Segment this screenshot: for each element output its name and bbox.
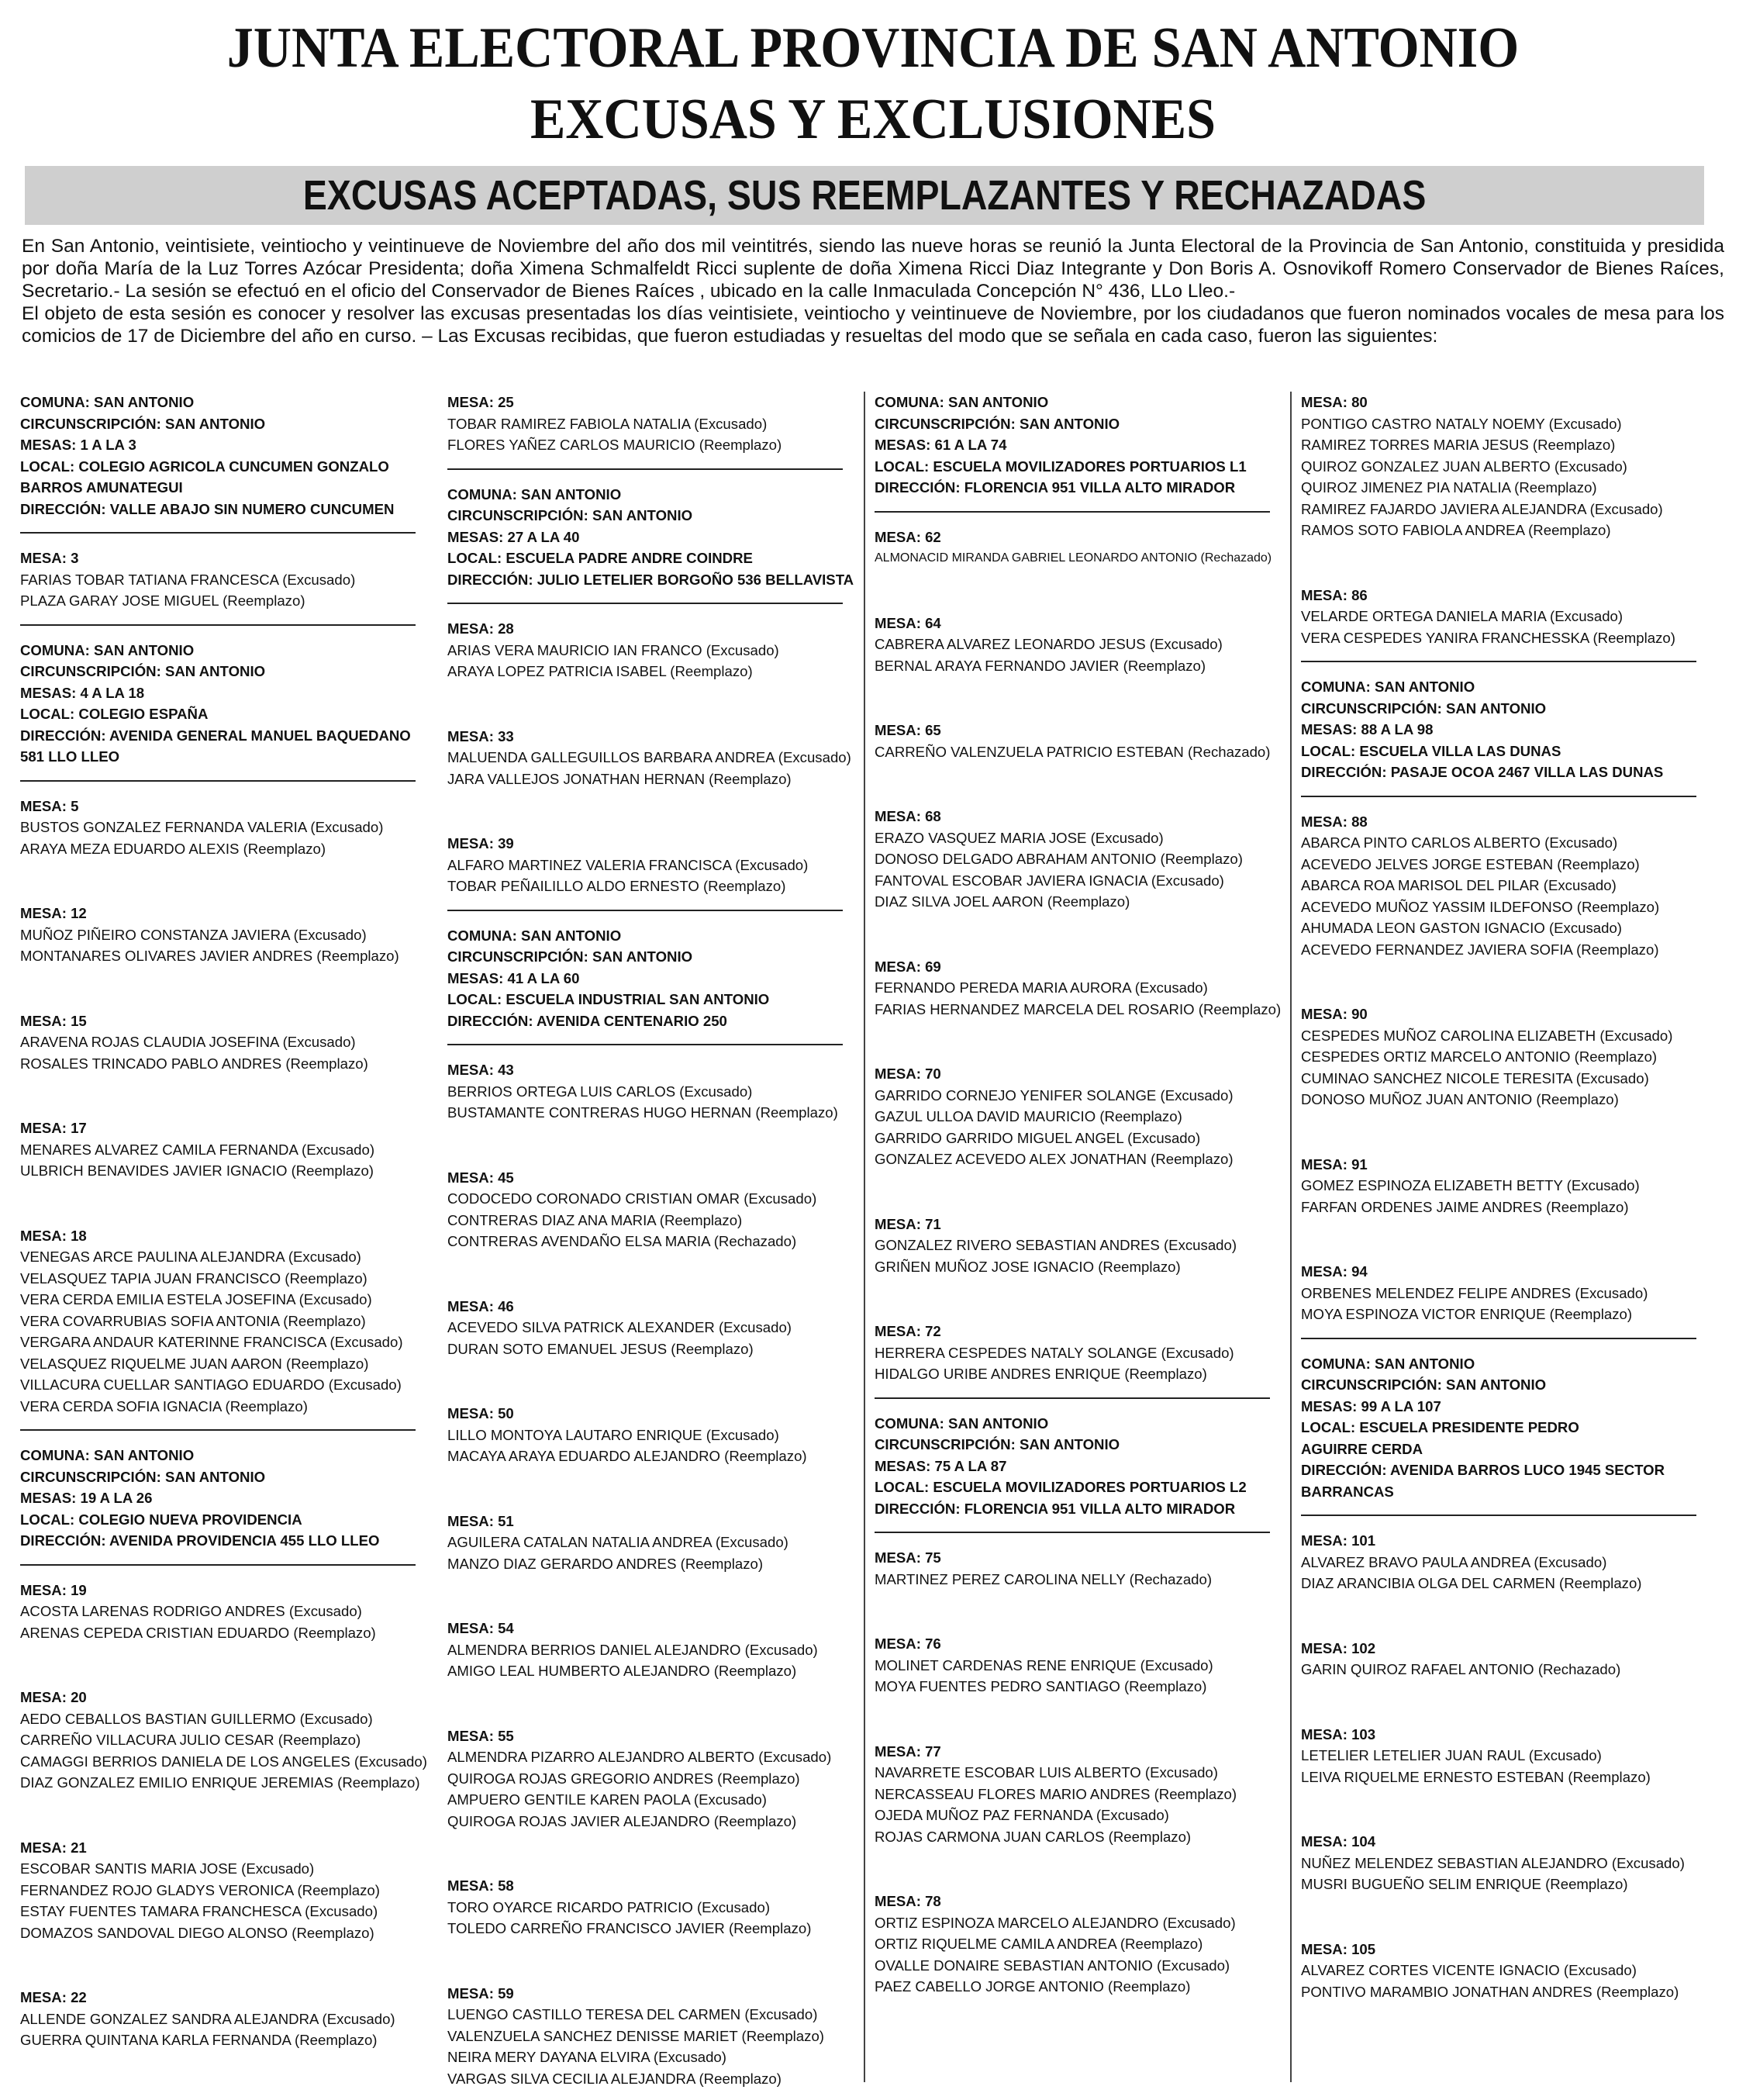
person-entry: CARREÑO VALENZUELA PATRICIO ESTEBAN (Rechazado) bbox=[875, 743, 1271, 760]
person-entry: BERNAL ARAYA FERNANDO JAVIER (Reemplazo) bbox=[875, 657, 1206, 674]
person-entry: DOMAZOS SANDOVAL DIEGO ALONSO (Reemplazo) bbox=[20, 1924, 374, 1941]
person-entry: ALMENDRA PIZARRO ALEJANDRO ALBERTO (Excusado) bbox=[447, 1749, 832, 1765]
person-entry: GONZALEZ ACEVEDO ALEX JONATHAN (Reemplazo) bbox=[875, 1151, 1234, 1167]
intro-text bbox=[22, 235, 1724, 347]
local-info-line: COMUNA: SAN ANTONIO bbox=[447, 927, 622, 944]
person-entry: GONZALEZ RIVERO SEBASTIAN ANDRES (Excusado) bbox=[875, 1237, 1237, 1253]
mesa-heading: MESA: 55 bbox=[447, 1727, 514, 1744]
column-3 bbox=[875, 392, 1282, 1998]
mesa-heading: MESA: 94 bbox=[1301, 1263, 1368, 1280]
local-info-line: DIRECCIÓN: JULIO LETELIER BORGOÑO 536 BELLAVISTA bbox=[447, 571, 854, 588]
mesa-heading: MESA: 104 bbox=[1301, 1833, 1376, 1850]
person-entry: PLAZA GARAY JOSE MIGUEL (Reemplazo) bbox=[20, 592, 305, 609]
mesa-heading: MESA: 91 bbox=[1301, 1155, 1368, 1173]
mesa-heading: MESA: 102 bbox=[1301, 1639, 1376, 1656]
mesa-heading: MESA: 25 bbox=[447, 394, 514, 410]
local-info-line: DIRECCIÓN: AVENIDA BARROS LUCO 1945 SECTOR bbox=[1301, 1462, 1665, 1478]
column-1 bbox=[20, 392, 427, 2051]
person-entry: CONTRERAS DIAZ ANA MARIA (Reemplazo) bbox=[447, 1211, 743, 1228]
local-info-line: COMUNA: SAN ANTONIO bbox=[875, 394, 1049, 410]
mesa-heading: MESA: 3 bbox=[20, 550, 79, 566]
mesa-heading: MESA: 39 bbox=[447, 835, 514, 851]
local-info-line: LOCAL: COLEGIO AGRICOLA CUNCUMEN GONZALO bbox=[20, 458, 389, 475]
person-entry: TORO OYARCE RICARDO PATRICIO (Excusado) bbox=[447, 1898, 771, 1915]
person-entry: ACOSTA LARENAS RODRIGO ANDRES (Excusado) bbox=[20, 1603, 362, 1619]
person-entry: ARENAS CEPEDA CRISTIAN EDUARDO (Reemplazo) bbox=[20, 1624, 376, 1641]
person-entry: FERNANDO PEREDA MARIA AURORA (Excusado) bbox=[875, 979, 1208, 996]
person-entry: PONTIVO MARAMBIO JONATHAN ANDRES (Reemplazo) bbox=[1301, 1983, 1679, 2000]
person-entry: MARTINEZ PEREZ CAROLINA NELLY (Rechazado) bbox=[875, 1570, 1213, 1587]
person-entry: FANTOVAL ESCOBAR JAVIERA IGNACIA (Excusado) bbox=[875, 872, 1224, 889]
spacer bbox=[447, 1939, 843, 1983]
local-info-line: LOCAL: ESCUELA VILLA LAS DUNAS bbox=[1301, 742, 1561, 759]
local-info-line: CIRCUNSCRIPCIÓN: SAN ANTONIO bbox=[1301, 1376, 1547, 1393]
local-info-line: DIRECCIÓN: VALLE ABAJO SIN NUMERO CUNCUMEN bbox=[20, 500, 395, 517]
person-entry: GOMEZ ESPINOZA ELIZABETH BETTY (Excusado) bbox=[1301, 1177, 1640, 1193]
local-info-line: LOCAL: ESCUELA MOVILIZADORES PORTUARIOS L2 bbox=[875, 1479, 1247, 1495]
mesa-heading: MESA: 90 bbox=[1301, 1006, 1368, 1022]
spacer bbox=[20, 859, 416, 903]
section-band-label: EXCUSAS ACEPTADAS, SUS REEMPLAZANTES Y RECHAZADAS bbox=[302, 172, 1427, 219]
local-info-line: COMUNA: SAN ANTONIO bbox=[20, 394, 195, 410]
person-entry: MUSRI BUGUEÑO SELIM ENRIQUE (Reemplazo) bbox=[1301, 1876, 1628, 1892]
mesa-heading: MESA: 71 bbox=[875, 1215, 941, 1232]
person-entry: VERA COVARRUBIAS SOFIA ANTONIA (Reemplazo) bbox=[20, 1312, 366, 1329]
spacer bbox=[447, 682, 843, 726]
section-divider bbox=[20, 1429, 416, 1431]
mesa-heading: MESA: 21 bbox=[20, 1839, 87, 1856]
person-entry: QUIROGA ROJAS GREGORIO ANDRES (Reemplazo) bbox=[447, 1770, 800, 1787]
spacer bbox=[1301, 541, 1696, 585]
person-entry: RAMOS SOTO FABIOLA ANDREA (Reemplazo) bbox=[1301, 522, 1611, 538]
mesa-heading: MESA: 80 bbox=[1301, 394, 1368, 410]
person-entry: ACEVEDO SILVA PATRICK ALEXANDER (Excusado) bbox=[447, 1319, 792, 1335]
person-entry: RAMIREZ FAJARDO JAVIERA ALEJANDRA (Excusado) bbox=[1301, 500, 1663, 517]
section-divider bbox=[447, 603, 843, 604]
local-info-line: MESAS: 4 A LA 18 bbox=[20, 684, 145, 701]
mesa-heading: MESA: 17 bbox=[20, 1120, 87, 1136]
person-entry: ARAVENA ROJAS CLAUDIA JOSEFINA (Excusado) bbox=[20, 1034, 356, 1050]
local-info-line: LOCAL: ESCUELA PRESIDENTE PEDRO bbox=[1301, 1419, 1579, 1435]
person-entry: GUERRA QUINTANA KARLA FERNANDA (Reemplazo) bbox=[20, 2032, 378, 2048]
person-entry: VALENZUELA SANCHEZ DENISSE MARIET (Reemplazo) bbox=[447, 2027, 824, 2044]
local-info-line: COMUNA: SAN ANTONIO bbox=[20, 1447, 195, 1463]
person-entry: QUIROGA ROJAS JAVIER ALEJANDRO (Reemplazo) bbox=[447, 1812, 797, 1829]
person-entry: MOYA ESPINOZA VICTOR ENRIQUE (Reemplazo) bbox=[1301, 1306, 1633, 1322]
person-entry: ESCOBAR SANTIS MARIA JOSE (Excusado) bbox=[20, 1860, 315, 1877]
person-entry: CESPEDES ORTIZ MARCELO ANTONIO (Reemplazo) bbox=[1301, 1048, 1658, 1065]
spacer bbox=[875, 1847, 1270, 1891]
section-divider bbox=[20, 624, 416, 626]
person-entry: VILLACURA CUELLAR SANTIAGO EDUARDO (Excusado) bbox=[20, 1376, 402, 1393]
local-info-line: LOCAL: ESCUELA INDUSTRIAL SAN ANTONIO bbox=[447, 991, 770, 1007]
section-divider bbox=[1301, 1338, 1696, 1339]
spacer bbox=[875, 569, 1270, 613]
local-info-line: CIRCUNSCRIPCIÓN: SAN ANTONIO bbox=[20, 415, 266, 432]
person-entry: TOBAR PEÑAILILLO ALDO ERNESTO (Reemplazo) bbox=[447, 878, 786, 894]
spacer bbox=[1301, 960, 1696, 1003]
spacer bbox=[20, 1182, 416, 1225]
local-info-line: DIRECCIÓN: FLORENCIA 951 VILLA ALTO MIRADOR bbox=[875, 1500, 1236, 1517]
local-info-line: DIRECCIÓN: AVENIDA CENTENARIO 250 bbox=[447, 1012, 727, 1029]
spacer bbox=[875, 676, 1270, 720]
spacer bbox=[875, 1020, 1270, 1063]
person-entry: ALMONACID MIRANDA GABRIEL LEONARDO ANTONIO (Rechazado) bbox=[875, 551, 1272, 565]
mesa-heading: MESA: 76 bbox=[875, 1635, 941, 1652]
mesa-heading: MESA: 62 bbox=[875, 528, 941, 545]
section-divider bbox=[1301, 1515, 1696, 1516]
mesa-heading: MESA: 51 bbox=[447, 1512, 514, 1529]
person-entry: RAMIREZ TORRES MARIA JESUS (Reemplazo) bbox=[1301, 437, 1616, 453]
local-info-line: MESAS: 61 A LA 74 bbox=[875, 437, 1007, 453]
mesa-heading: MESA: 15 bbox=[20, 1012, 87, 1029]
section-divider bbox=[1301, 796, 1696, 797]
person-entry: ALVAREZ BRAVO PAULA ANDREA (Excusado) bbox=[1301, 1553, 1607, 1570]
person-entry: ORTIZ ESPINOZA MARCELO ALEJANDRO (Excusado) bbox=[875, 1914, 1236, 1931]
local-info-line: COMUNA: SAN ANTONIO bbox=[447, 485, 622, 503]
spacer bbox=[875, 1590, 1270, 1633]
spacer bbox=[875, 762, 1270, 806]
person-entry: MOLINET CARDENAS RENE ENRIQUE (Excusado) bbox=[875, 1656, 1213, 1673]
local-info-line: CIRCUNSCRIPCIÓN: SAN ANTONIO bbox=[447, 507, 693, 523]
local-info-line: MESAS: 99 A LA 107 bbox=[1301, 1397, 1441, 1414]
person-entry: LETELIER LETELIER JUAN RAUL (Excusado) bbox=[1301, 1747, 1602, 1763]
local-info-line: BARROS AMUNATEGUI bbox=[20, 479, 183, 496]
section-divider bbox=[447, 910, 843, 911]
local-info-line: CIRCUNSCRIPCIÓN: SAN ANTONIO bbox=[447, 948, 693, 965]
section-divider bbox=[875, 1397, 1270, 1399]
mesa-heading: MESA: 46 bbox=[447, 1297, 514, 1314]
person-entry: VERA CESPEDES YANIRA FRANCHESSKA (Reemplazo) bbox=[1301, 629, 1675, 646]
person-entry: VELASQUEZ RIQUELME JUAN AARON (Reemplazo) bbox=[20, 1355, 369, 1372]
local-info-line: LOCAL: ESCUELA MOVILIZADORES PORTUARIOS L1 bbox=[875, 458, 1247, 475]
person-entry: FERNANDEZ ROJO GLADYS VERONICA (Reemplazo) bbox=[20, 1881, 380, 1898]
person-entry: ROSALES TRINCADO PABLO ANDRES (Reemplazo) bbox=[20, 1055, 368, 1072]
person-entry: ROJAS CARMONA JUAN CARLOS (Reemplazo) bbox=[875, 1828, 1192, 1845]
spacer bbox=[20, 1074, 416, 1117]
person-entry: CAMAGGI BERRIOS DANIELA DE LOS ANGELES (Excusado) bbox=[20, 1753, 427, 1770]
person-entry: ESTAY FUENTES TAMARA FRANCHESCA (Excusado) bbox=[20, 1903, 378, 1919]
person-entry: QUIROZ GONZALEZ JUAN ALBERTO (Excusado) bbox=[1301, 458, 1627, 475]
person-entry: JARA VALLEJOS JONATHAN HERNAN (Reemplazo) bbox=[447, 770, 792, 787]
section-divider bbox=[20, 1564, 416, 1566]
person-entry: NERCASSEAU FLORES MARIO ANDRES (Reemplazo) bbox=[875, 1785, 1237, 1802]
spacer bbox=[20, 1943, 416, 1987]
mesa-heading: MESA: 43 bbox=[447, 1062, 514, 1078]
mesa-heading: MESA: 64 bbox=[875, 614, 941, 631]
person-entry: MACAYA ARAYA EDUARDO ALEJANDRO (Reemplazo) bbox=[447, 1448, 807, 1464]
local-info-line: DIRECCIÓN: AVENIDA PROVIDENCIA 455 LLO LLEO bbox=[20, 1532, 380, 1549]
mesa-heading: MESA: 50 bbox=[447, 1405, 514, 1421]
mesa-heading: MESA: 77 bbox=[875, 1743, 941, 1760]
person-entry: DURAN SOTO EMANUEL JESUS (Reemplazo) bbox=[447, 1340, 754, 1357]
person-entry: CARREÑO VILLACURA JULIO CESAR (Reemplazo) bbox=[20, 1732, 361, 1748]
spacer bbox=[875, 1698, 1270, 1741]
person-entry: VENEGAS ARCE PAULINA ALEJANDRA (Excusado) bbox=[20, 1249, 361, 1265]
local-info-line: LOCAL: ESCUELA PADRE ANDRE COINDRE bbox=[447, 550, 753, 566]
spacer bbox=[447, 1252, 843, 1296]
mesa-heading: MESA: 5 bbox=[20, 797, 79, 814]
person-entry: TOLEDO CARREÑO FRANCISCO JAVIER (Reemplazo) bbox=[447, 1920, 812, 1936]
local-info-line: MESAS: 88 A LA 98 bbox=[1301, 721, 1434, 737]
spacer bbox=[875, 913, 1270, 956]
person-entry: MOYA FUENTES PEDRO SANTIAGO (Reemplazo) bbox=[875, 1678, 1207, 1694]
person-entry: ABARCA ROA MARISOL DEL PILAR (Excusado) bbox=[1301, 877, 1617, 893]
mesa-heading: MESA: 68 bbox=[875, 808, 941, 824]
person-entry: MENARES ALVAREZ CAMILA FERNANDA (Excusado) bbox=[20, 1141, 375, 1158]
spacer bbox=[447, 1682, 843, 1725]
spacer bbox=[875, 1170, 1270, 1214]
person-entry: FARIAS HERNANDEZ MARCELA DEL ROSARIO (Reemplazo) bbox=[875, 1000, 1282, 1017]
person-entry: ORTIZ RIQUELME CAMILA ANDREA (Reemplazo) bbox=[875, 1936, 1203, 1952]
person-entry: NAVARRETE ESCOBAR LUIS ALBERTO (Excusado) bbox=[875, 1764, 1218, 1781]
person-entry: VERGARA ANDAUR KATERINNE FRANCISCA (Excusado) bbox=[20, 1334, 403, 1350]
local-info-line: CIRCUNSCRIPCIÓN: SAN ANTONIO bbox=[20, 1468, 266, 1485]
person-entry: ULBRICH BENAVIDES JAVIER IGNACIO (Reemplazo) bbox=[20, 1162, 374, 1179]
person-entry: QUIROZ JIMENEZ PIA NATALIA (Reemplazo) bbox=[1301, 479, 1597, 496]
mesa-heading: MESA: 58 bbox=[447, 1877, 514, 1894]
section-band bbox=[25, 166, 1704, 225]
mesa-heading: MESA: 101 bbox=[1301, 1532, 1376, 1549]
spacer bbox=[20, 1643, 416, 1687]
person-entry: VERA CERDA EMILIA ESTELA JOSEFINA (Excusado) bbox=[20, 1291, 372, 1307]
section-divider bbox=[447, 468, 843, 470]
person-entry: VELASQUEZ TAPIA JUAN FRANCISCO (Reemplazo) bbox=[20, 1269, 367, 1287]
person-entry: ALFARO MARTINEZ VALERIA FRANCISCA (Excusado) bbox=[447, 856, 809, 873]
local-info-line: MESAS: 19 A LA 26 bbox=[20, 1490, 153, 1506]
column-2 bbox=[447, 392, 854, 2089]
local-info-line: MESAS: 27 A LA 40 bbox=[447, 528, 580, 545]
person-entry: MONTANARES OLIVARES JAVIER ANDRES (Reemplazo) bbox=[20, 948, 399, 964]
person-entry: NEIRA MERY DAYANA ELVIRA (Excusado) bbox=[447, 2049, 726, 2065]
column-4 bbox=[1301, 392, 1696, 2002]
spacer bbox=[447, 1574, 843, 1618]
person-entry: BERRIOS ORTEGA LUIS CARLOS (Excusado) bbox=[447, 1083, 753, 1100]
mesa-heading: MESA: 22 bbox=[20, 1989, 87, 2005]
person-entry: AHUMADA LEON GASTON IGNACIO (Excusado) bbox=[1301, 920, 1622, 936]
person-entry: DIAZ SILVA JOEL AARON (Reemplazo) bbox=[875, 893, 1130, 910]
local-info-line: MESAS: 75 A LA 87 bbox=[875, 1457, 1007, 1474]
mesa-heading: MESA: 86 bbox=[1301, 586, 1368, 603]
mesa-heading: MESA: 78 bbox=[875, 1893, 941, 1909]
local-info-line: LOCAL: COLEGIO NUEVA PROVIDENCIA bbox=[20, 1511, 302, 1528]
person-entry: LEIVA RIQUELME ERNESTO ESTEBAN (Reemplazo) bbox=[1301, 1768, 1651, 1785]
column-divider bbox=[1290, 392, 1292, 2082]
person-entry: FARIAS TOBAR TATIANA FRANCESCA (Excusado) bbox=[20, 571, 356, 588]
person-entry: BUSTOS GONZALEZ FERNANDA VALERIA (Excusado) bbox=[20, 819, 384, 835]
local-info-line: COMUNA: SAN ANTONIO bbox=[20, 641, 195, 658]
section-divider bbox=[1301, 661, 1696, 662]
person-entry: ACEVEDO MUÑOZ YASSIM ILDEFONSO (Reemplazo) bbox=[1301, 898, 1660, 915]
person-entry: TOBAR RAMIREZ FABIOLA NATALIA (Excusado) bbox=[447, 415, 768, 432]
mesa-heading: MESA: 59 bbox=[447, 1984, 514, 2002]
person-entry: DONOSO DELGADO ABRAHAM ANTONIO (Reemplazo) bbox=[875, 851, 1243, 867]
mesa-heading: MESA: 72 bbox=[875, 1323, 941, 1339]
spacer bbox=[1301, 1787, 1696, 1831]
local-info-line: CIRCUNSCRIPCIÓN: SAN ANTONIO bbox=[1301, 699, 1547, 717]
local-info-line: DIRECCIÓN: FLORENCIA 951 VILLA ALTO MIRADOR bbox=[875, 479, 1236, 496]
person-entry: DIAZ GONZALEZ EMILIO ENRIQUE JEREMIAS (Reemplazo) bbox=[20, 1774, 420, 1791]
person-entry: ARIAS VERA MAURICIO IAN FRANCO (Excusado) bbox=[447, 641, 779, 658]
person-entry: GARRIDO CORNEJO YENIFER SOLANGE (Excusado) bbox=[875, 1086, 1234, 1104]
person-entry: CABRERA ALVAREZ LEONARDO JESUS (Excusado) bbox=[875, 636, 1223, 652]
local-info-line: LOCAL: COLEGIO ESPAÑA bbox=[20, 706, 209, 722]
local-info-line: BARRANCAS bbox=[1301, 1483, 1394, 1500]
person-entry: NUÑEZ MELENDEZ SEBASTIAN ALEJANDRO (Excusado) bbox=[1301, 1854, 1685, 1871]
person-entry: ERAZO VASQUEZ MARIA JOSE (Excusado) bbox=[875, 829, 1164, 846]
person-entry: LUENGO CASTILLO TERESA DEL CARMEN (Excusado) bbox=[447, 2006, 818, 2022]
person-entry: CESPEDES MUÑOZ CAROLINA ELIZABETH (Excusado) bbox=[1301, 1027, 1673, 1044]
mesa-heading: MESA: 54 bbox=[447, 1620, 514, 1636]
spacer bbox=[447, 1832, 843, 1875]
local-info-line: 581 LLO LLEO bbox=[20, 748, 120, 765]
mesa-heading: MESA: 88 bbox=[1301, 813, 1368, 830]
spacer bbox=[1301, 1594, 1696, 1638]
person-entry: ALVAREZ CORTES VICENTE IGNACIO (Excusado) bbox=[1301, 1962, 1637, 1978]
spacer bbox=[447, 1124, 843, 1167]
section-divider bbox=[447, 1044, 843, 1045]
person-entry: ABARCA PINTO CARLOS ALBERTO (Excusado) bbox=[1301, 834, 1618, 851]
mesa-heading: MESA: 28 bbox=[447, 620, 514, 637]
person-entry: DIAZ ARANCIBIA OLGA DEL CARMEN (Reemplazo) bbox=[1301, 1575, 1642, 1591]
person-entry: CODOCEDO CORONADO CRISTIAN OMAR (Excusado) bbox=[447, 1190, 817, 1207]
spacer bbox=[1301, 1895, 1696, 1939]
mesa-heading: MESA: 19 bbox=[20, 1581, 87, 1598]
person-entry: OJEDA MUÑOZ PAZ FERNANDA (Excusado) bbox=[875, 1807, 1169, 1823]
person-entry: AGUILERA CATALAN NATALIA ANDREA (Excusado) bbox=[447, 1534, 788, 1550]
mesa-heading: MESA: 20 bbox=[20, 1689, 87, 1705]
person-entry: BUSTAMANTE CONTRERAS HUGO HERNAN (Reemplazo) bbox=[447, 1104, 838, 1121]
spacer bbox=[1301, 1680, 1696, 1724]
person-entry: FLORES YAÑEZ CARLOS MAURICIO (Reemplazo) bbox=[447, 437, 782, 453]
person-entry: CONTRERAS AVENDAÑO ELSA MARIA (Rechazado) bbox=[447, 1233, 797, 1249]
local-info-line: CIRCUNSCRIPCIÓN: SAN ANTONIO bbox=[875, 415, 1120, 432]
person-entry: VELARDE ORTEGA DANIELA MARIA (Excusado) bbox=[1301, 608, 1624, 624]
section-divider bbox=[20, 532, 416, 534]
mesa-heading: MESA: 69 bbox=[875, 958, 941, 975]
local-info-line: CIRCUNSCRIPCIÓN: SAN ANTONIO bbox=[875, 1436, 1120, 1452]
person-entry: MANZO DIAZ GERARDO ANDRES (Reemplazo) bbox=[447, 1555, 764, 1572]
person-entry: AMPUERO GENTILE KAREN PAOLA (Excusado) bbox=[447, 1791, 767, 1808]
person-entry: FARFAN ORDENES JAIME ANDRES (Reemplazo) bbox=[1301, 1198, 1629, 1215]
local-info-line: DIRECCIÓN: PASAJE OCOA 2467 VILLA LAS DUNAS bbox=[1301, 764, 1664, 780]
section-divider bbox=[875, 511, 1270, 513]
person-entry: HERRERA CESPEDES NATALY SOLANGE (Excusado) bbox=[875, 1344, 1234, 1361]
person-entry: GARRIDO GARRIDO MIGUEL ANGEL (Excusado) bbox=[875, 1129, 1201, 1146]
person-entry: AEDO CEBALLOS BASTIAN GUILLERMO (Excusado) bbox=[20, 1710, 373, 1727]
local-info-line: MESAS: 1 A LA 3 bbox=[20, 437, 136, 453]
person-entry: HIDALGO URIBE ANDRES ENRIQUE (Reemplazo) bbox=[875, 1366, 1207, 1382]
intro-paragraph-1: En San Antonio, veintisiete, veintiocho y veintinueve de Noviembre del año dos mil veintitrés, siendo las nueve horas se reunió la Junta Electoral de la Provincia de San Antonio, constituida y presidida por doña María de la Luz Torres Azócar Presidenta; doña Ximena Schmalfeldt Ricci suplente de doña Ximena Ricci Diaz Integrante y Don Boris A. Osnovikoff Romero Conservador de Bienes Raíces, Secretario.- La sesión se efectuó en el oficio del Conservador de Bienes Raíces , ubicado en la calle Inmaculada Concepción N° 436, LLo Lleo.- bbox=[22, 236, 1724, 302]
person-entry: ALMENDRA BERRIOS DANIEL ALEJANDRO (Excusado) bbox=[447, 1641, 818, 1658]
person-entry: ACEVEDO FERNANDEZ JAVIERA SOFIA (Reemplazo) bbox=[1301, 941, 1659, 958]
person-entry: MALUENDA GALLEGUILLOS BARBARA ANDREA (Excusado) bbox=[447, 749, 851, 765]
person-entry: ALLENDE GONZALEZ SANDRA ALEJANDRA (Excusado) bbox=[20, 2010, 395, 2027]
local-info-line: COMUNA: SAN ANTONIO bbox=[875, 1414, 1049, 1432]
page-subtitle: EXCUSAS Y EXCLUSIONES bbox=[530, 88, 1216, 151]
person-entry: OVALLE DONAIRE SEBASTIAN ANTONIO (Excusado) bbox=[875, 1957, 1230, 1974]
mesa-heading: MESA: 75 bbox=[875, 1549, 941, 1566]
spacer bbox=[1301, 1110, 1696, 1154]
section-divider bbox=[875, 1532, 1270, 1533]
person-entry: VERA CERDA SOFIA IGNACIA (Reemplazo) bbox=[20, 1397, 308, 1414]
local-info-line: COMUNA: SAN ANTONIO bbox=[1301, 1355, 1475, 1372]
person-entry: AMIGO LEAL HUMBERTO ALEJANDRO (Reemplazo) bbox=[447, 1663, 797, 1679]
mesa-heading: MESA: 70 bbox=[875, 1066, 941, 1082]
spacer bbox=[447, 1467, 843, 1511]
section-divider bbox=[20, 780, 416, 782]
page-title: JUNTA ELECTORAL PROVINCIA DE SAN ANTONIO bbox=[226, 16, 1520, 80]
person-entry: ORBENES MELENDEZ FELIPE ANDRES (Excusado) bbox=[1301, 1284, 1648, 1301]
person-entry: GARIN QUIROZ RAFAEL ANTONIO (Rechazado) bbox=[1301, 1661, 1621, 1677]
mesa-heading: MESA: 18 bbox=[20, 1227, 87, 1244]
person-entry: DONOSO MUÑOZ JUAN ANTONIO (Reemplazo) bbox=[1301, 1091, 1619, 1107]
spacer bbox=[20, 967, 416, 1010]
mesa-heading: MESA: 105 bbox=[1301, 1940, 1376, 1957]
person-entry: VARGAS SILVA CECILIA ALEJANDRA (Reemplazo) bbox=[447, 2070, 782, 2087]
mesa-heading: MESA: 103 bbox=[1301, 1725, 1376, 1743]
local-info-line: AGUIRRE CERDA bbox=[1301, 1440, 1423, 1457]
person-entry: CUMINAO SANCHEZ NICOLE TERESITA (Excusado) bbox=[1301, 1069, 1649, 1086]
mesa-heading: MESA: 12 bbox=[20, 905, 87, 921]
intro-paragraph-2: El objeto de esta sesión es conocer y resolver las excusas presentadas los días veintisiete, veintiocho y veintinueve de Noviembre, por los ciudadanos que fueron nominados vocales de mesa para los comicios de 17 de Diciembre del año en curso. – Las Excusas recibidas, que fueron estudiadas y resueltas del modo que se señala en cada caso, fueron las siguientes: bbox=[22, 303, 1724, 347]
person-entry: ARAYA MEZA EDUARDO ALEXIS (Reemplazo) bbox=[20, 840, 326, 857]
mesa-heading: MESA: 45 bbox=[447, 1169, 514, 1186]
spacer bbox=[1301, 1218, 1696, 1261]
person-entry: ARAYA LOPEZ PATRICIA ISABEL (Reemplazo) bbox=[447, 663, 753, 679]
spacer bbox=[875, 1277, 1270, 1321]
person-entry: GAZUL ULLOA DAVID MAURICIO (Reemplazo) bbox=[875, 1108, 1182, 1124]
mesa-heading: MESA: 65 bbox=[875, 722, 941, 738]
person-entry: PAEZ CABELLO JORGE ANTONIO (Reemplazo) bbox=[875, 1978, 1191, 1995]
person-entry: PONTIGO CASTRO NATALY NOEMY (Excusado) bbox=[1301, 415, 1622, 432]
spacer bbox=[20, 1794, 416, 1837]
local-info-line: COMUNA: SAN ANTONIO bbox=[1301, 679, 1475, 695]
person-entry: MUÑOZ PIÑEIRO CONSTANZA JAVIERA (Excusado) bbox=[20, 926, 367, 943]
local-info-line: CIRCUNSCRIPCIÓN: SAN ANTONIO bbox=[20, 663, 266, 679]
mesa-heading: MESA: 33 bbox=[447, 727, 514, 744]
local-info-line: MESAS: 41 A LA 60 bbox=[447, 969, 580, 986]
person-entry: LILLO MONTOYA LAUTARO ENRIQUE (Excusado) bbox=[447, 1426, 779, 1443]
person-entry: ACEVEDO JELVES JORGE ESTEBAN (Reemplazo) bbox=[1301, 855, 1640, 872]
spacer bbox=[447, 1359, 843, 1403]
local-info-line: DIRECCIÓN: AVENIDA GENERAL MANUEL BAQUEDANO bbox=[20, 727, 411, 744]
column-divider bbox=[864, 392, 865, 2082]
person-entry: GRIÑEN MUÑOZ JOSE IGNACIO (Reemplazo) bbox=[875, 1258, 1181, 1275]
spacer bbox=[447, 789, 843, 833]
